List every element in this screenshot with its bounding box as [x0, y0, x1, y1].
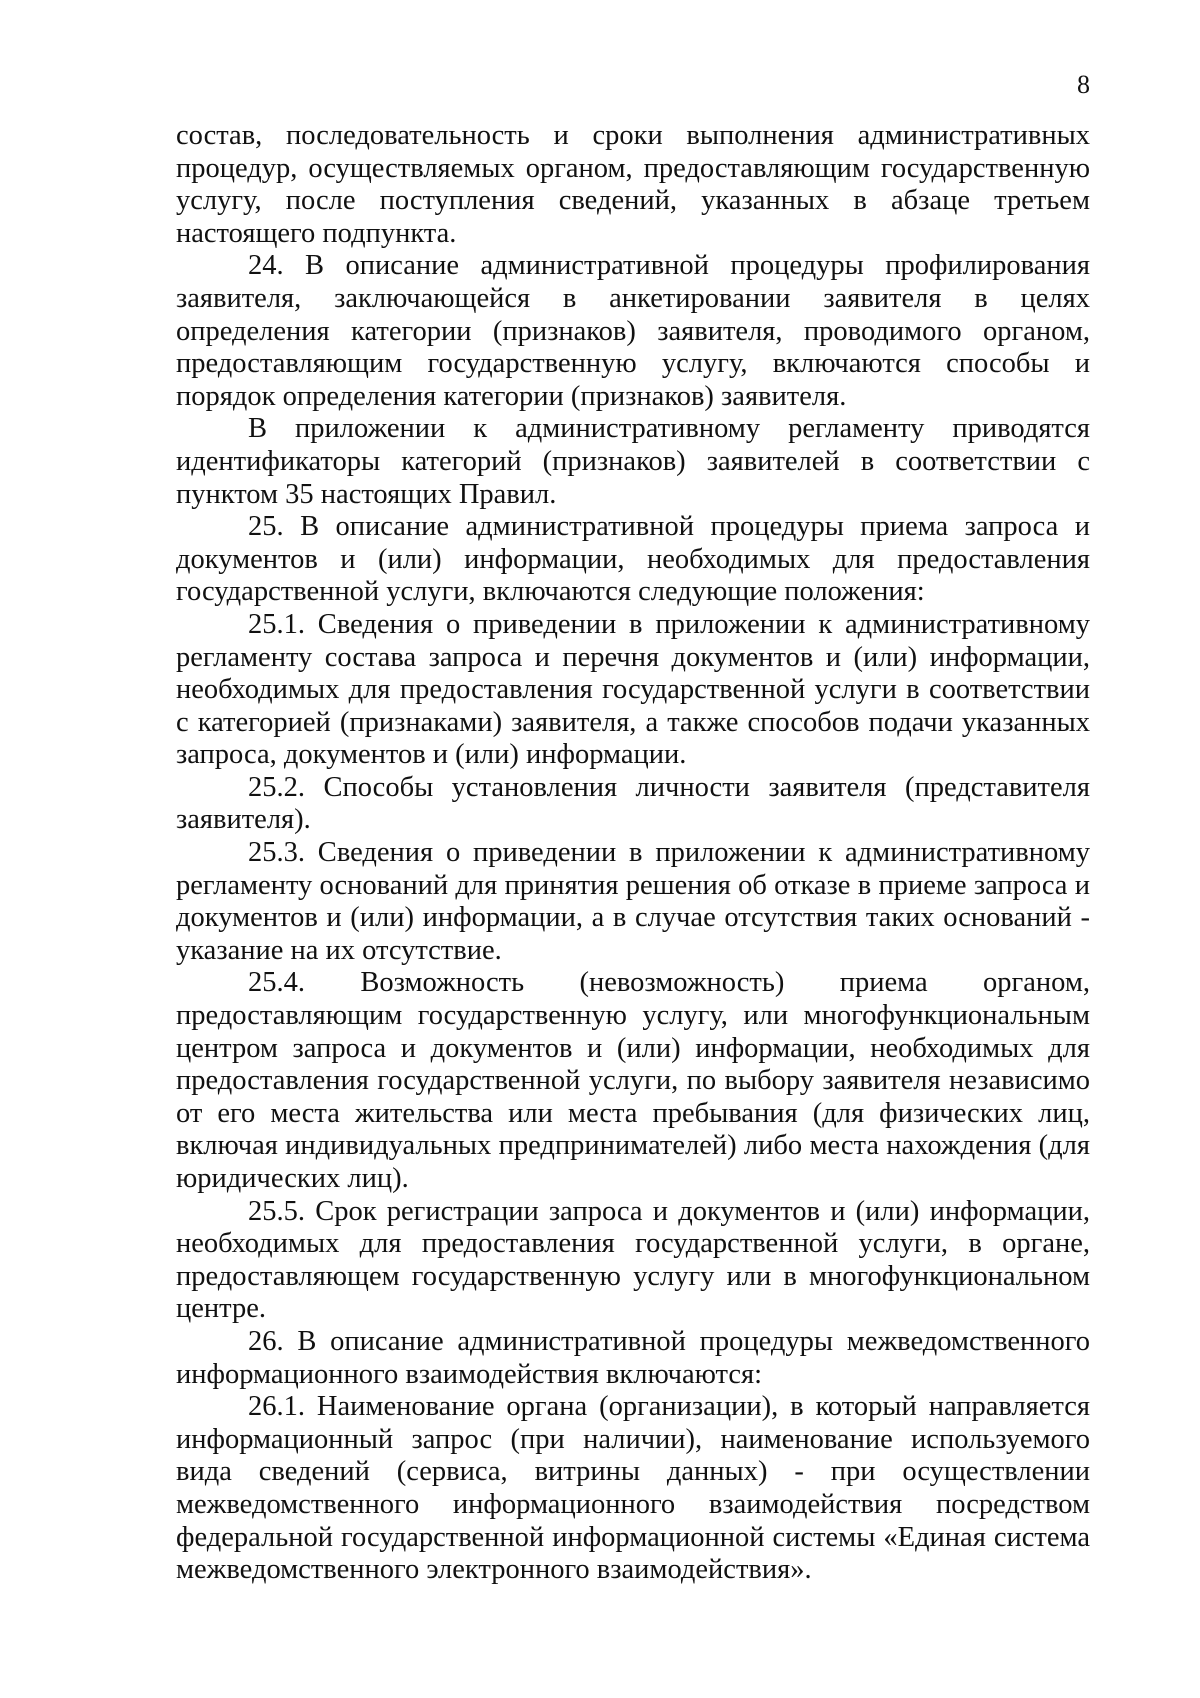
paragraph-24-appendix: В приложении к административному регламенту приводятся идентификаторы категорий (признаков) заявителей в соответствии с пунктом 35 настоящих Правил.	[176, 413, 1090, 510]
paragraph-25-3: 25.3. Сведения о приведении в приложении к административному регламенту оснований для принятия решения об отказе в приеме запроса и документов и (или) информации, а в случае отсутствия таких оснований - указание на их отсутствие.	[176, 837, 1090, 966]
paragraph-26-1: 26.1. Наименование органа (организации), в который направляется информационный запрос (при наличии), наименование используемого вида сведений (сервиса, витрины данных) - при осуществлении межведомственного информационного взаимодействия посредством федеральной государственной информационной системы «Единая система межведомственного электронного взаимодействия».	[176, 1391, 1090, 1586]
document-body	[176, 120, 1090, 1587]
paragraph-26: 26. В описание административной процедуры межведомственного информационного взаимодействия включаются:	[176, 1325, 1090, 1390]
page-number: 8	[1077, 70, 1090, 99]
paragraph-25-4: 25.4. Возможность (невозможность) приема органом, предоставляющим государственную услугу, или многофункциональным центром запроса и документов и (или) информации, необходимых для предоставления государственной услуги, по выбору заявителя независимо от его места жительства или места пребывания (для физических лиц, включая индивидуальных предпринимателей) либо места нахождения (для юридических лиц).	[176, 967, 1090, 1194]
paragraph-25-5: 25.5. Срок регистрации запроса и документов и (или) информации, необходимых для предоставления государственной услуги, в органе, предоставляющем государственную услугу или в многофункциональном центре.	[176, 1195, 1090, 1325]
paragraph-continuation: состав, последовательность и сроки выполнения административных процедур, осуществляемых органом, предоставляющим государственную услугу, после поступления сведений, указанных в абзаце третьем настоящего подпункта.	[176, 120, 1090, 249]
paragraph-25-2: 25.2. Способы установления личности заявителя (представителя заявителя).	[176, 771, 1090, 836]
paragraph-24: 24. В описание административной процедуры профилирования заявителя, заключающейся в анкетировании заявителя в целях определения категории (признаков) заявителя, проводимого органом, предоставляющим государственную услугу, включаются способы и порядок определения категории (признаков) заявителя.	[176, 250, 1090, 412]
paragraph-25: 25. В описание административной процедуры приема запроса и документов и (или) информации, необходимых для предоставления государственной услуги, включаются следующие положения:	[176, 511, 1090, 608]
paragraph-25-1: 25.1. Сведения о приведении в приложении к административному регламенту состава запроса и перечня документов и (или) информации, необходимых для предоставления государственной услуги в соответствии с категорией (признаками) заявителя, а также способов подачи указанных запроса, документов и (или) информации.	[176, 608, 1090, 771]
